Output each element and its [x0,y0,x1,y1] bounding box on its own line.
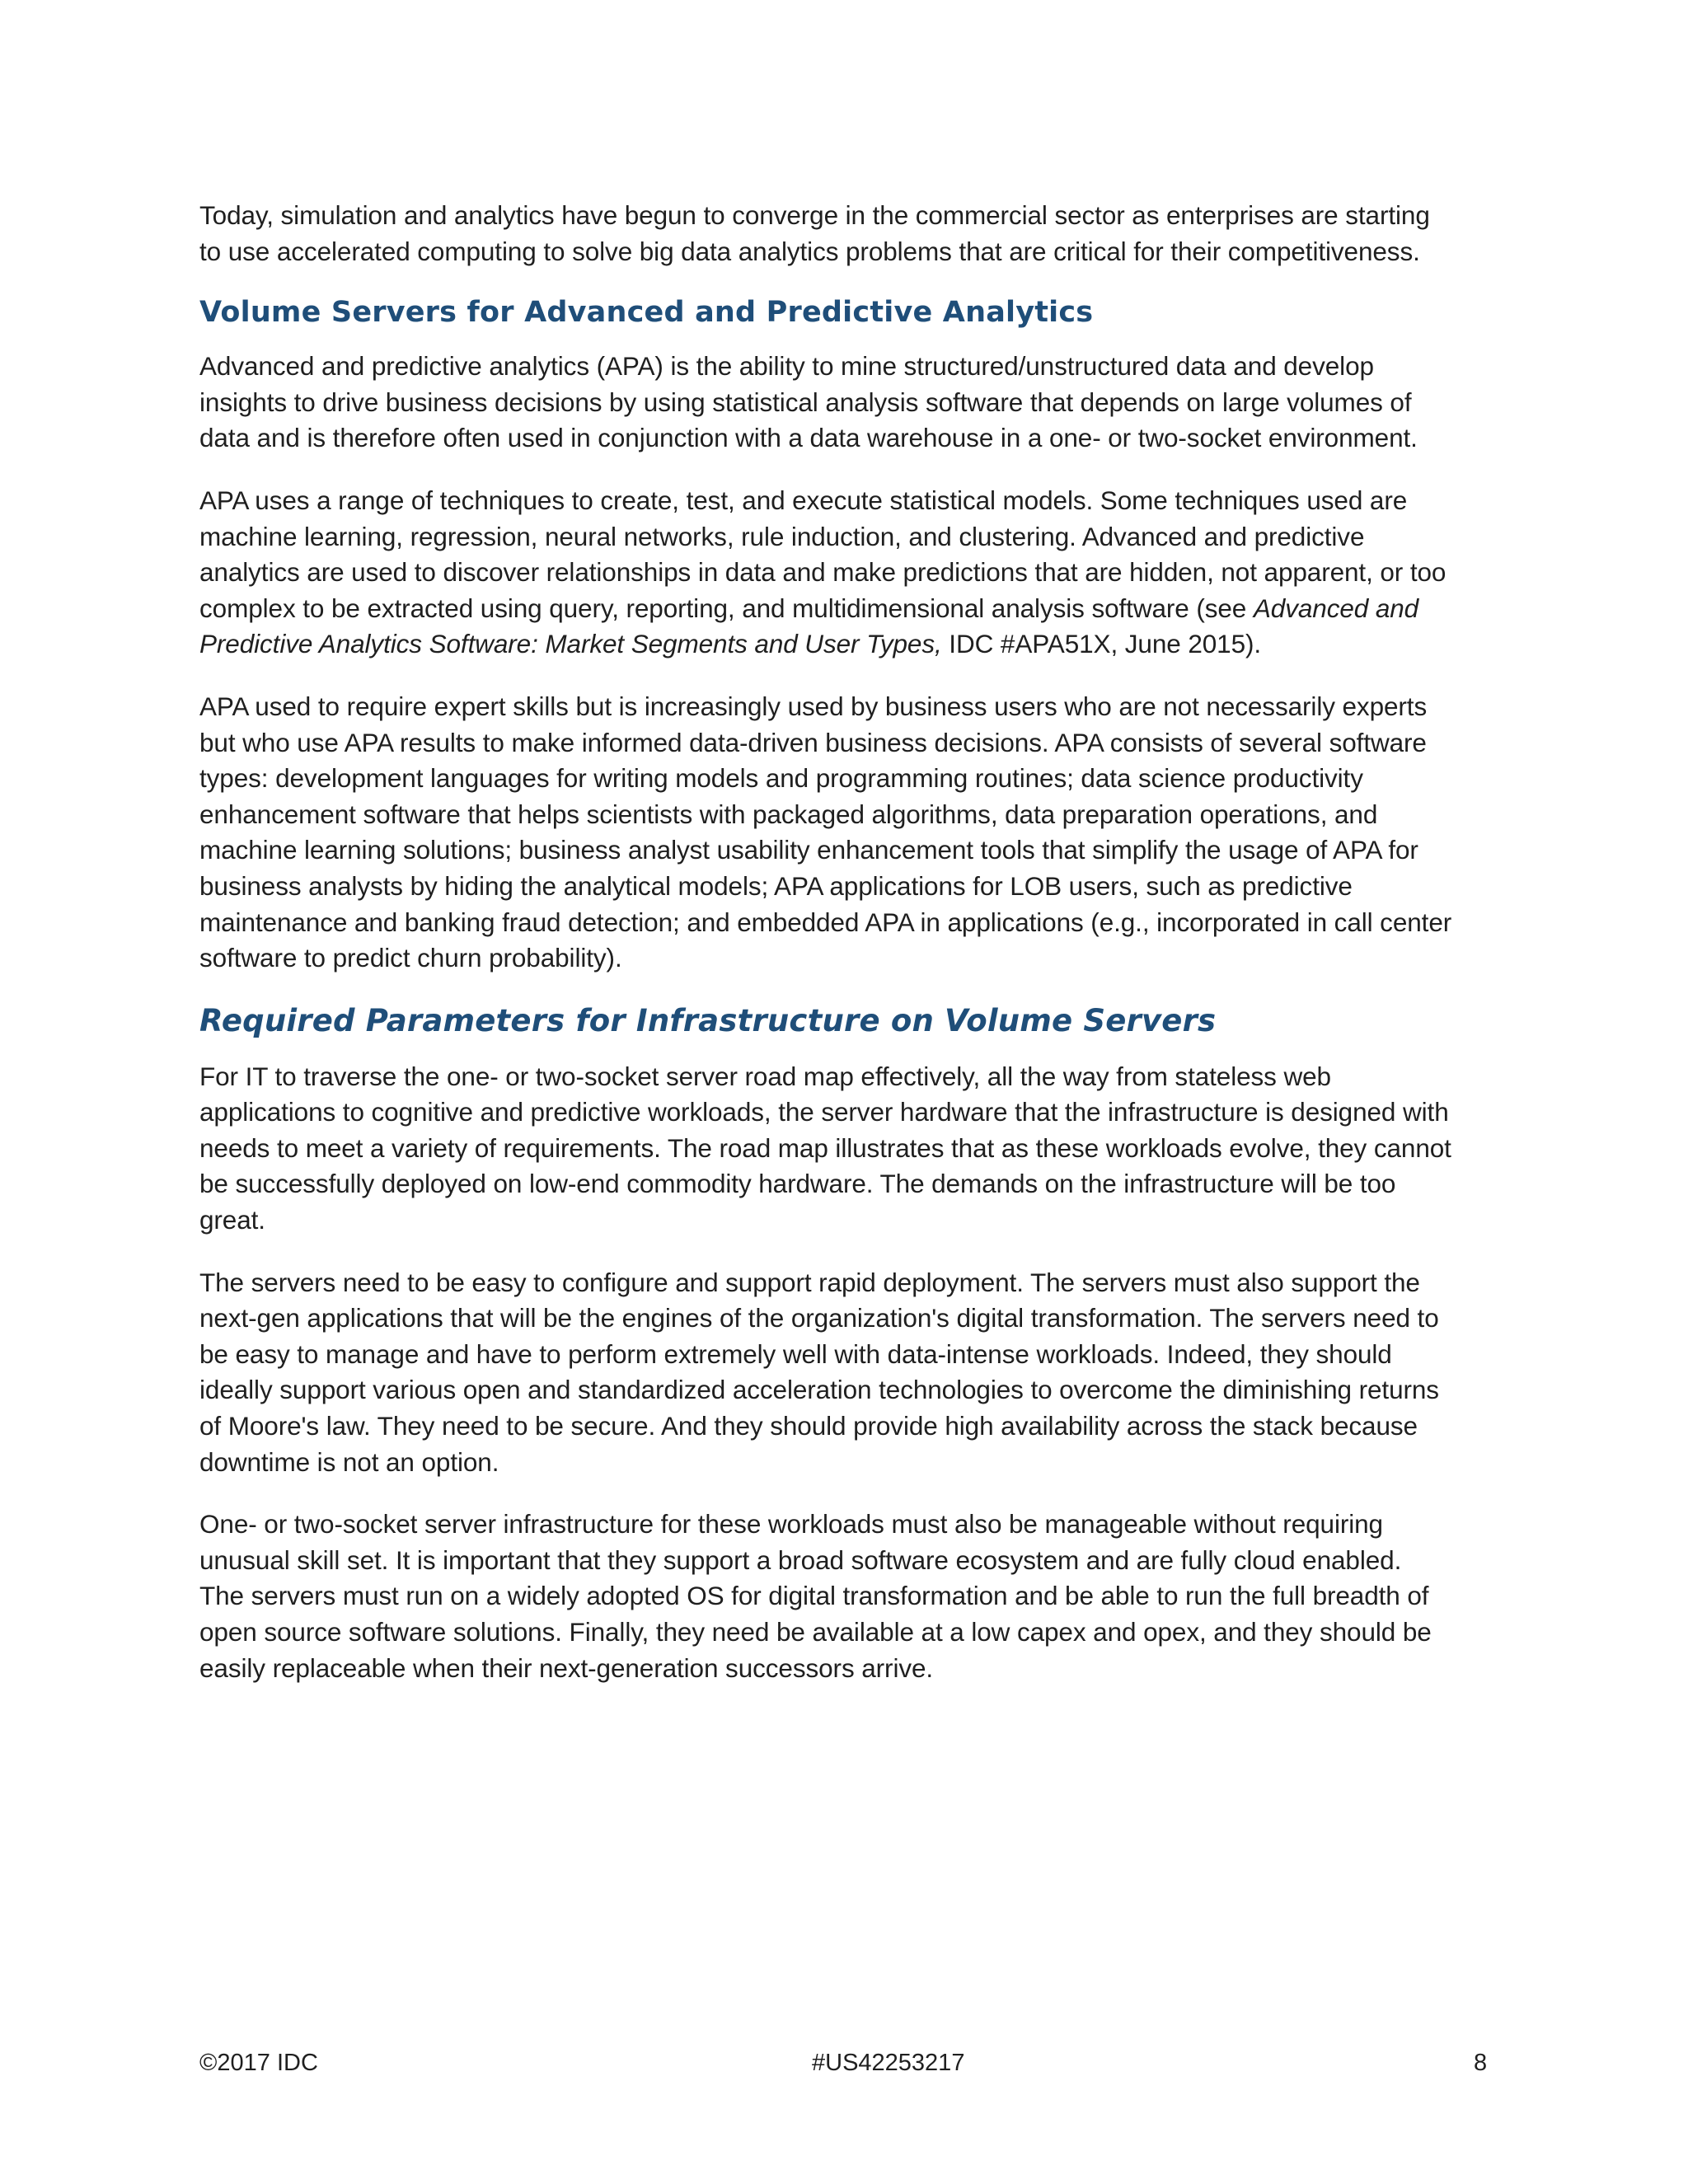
servers-needs-paragraph: The servers need to be easy to configure and support rapid deployment. The servers must also support the next-gen applications that will be the engines of the organization's digital transformation. The servers need to be easy to manage and have to perform extremely well with data-intense workloads. Indeed, they should ideally support various open and standardized acceleration technologies to overcome the diminishing returns of Moore's law. They need to be secure. And they should provide high availability across the stack because downtime is not an option. [199,1267,1439,1477]
section-heading-required-parameters: Required Parameters for Infrastructure on Volume Servers [199,1002,1217,1038]
apa-techniques-paragraph [199,483,1452,663]
footer-copyright: ©2017 IDC [199,2050,318,2076]
footer-page-number: 8 [1474,2050,1488,2076]
intro-paragraph: Today, simulation and analytics have begun to converge in the commercial sector as enterprises are starting to use accelerated computing to solve big data analytics problems that are critical for their competitiveness. [199,200,1430,266]
page-content [199,198,1452,1713]
apa-users-paragraph: APA used to require expert skills but is increasingly used by business users who are not necessarily experts but who use APA results to make informed data-driven business decisions. APA consists of several software types: development languages for writing models and programming routines; data science productivity enhancement software that helps scientists with packaged algorithms, data preparation operations, and machine learning solutions; business analyst usability enhancement tools that simplify the usage of APA for business analysts by hiding the analytical models; APA applications for LOB users, such as predictive maintenance and banking fraud detection; and embedded APA in applications (e.g., incorporated in call center software to predict churn probability). [199,691,1452,973]
section-heading-volume-servers: Volume Servers for Advanced and Predictive Analytics [199,296,1094,330]
apa-techniques-text: APA uses a range of techniques to create, test, and execute statistical models. Some techniques used are machine learning, regression, neural networks, rule induction, and clustering. Advanced and predictive analytics are used to discover relationships in data and make predictions that are hidden, not apparent, or too complex to be extracted using query, reporting, and multidimensional analysis software (see [199,485,1447,623]
roadmap-paragraph: For IT to traverse the one- or two-socket server road map effectively, all the way from stateless web applications to cognitive and predictive workloads, the server hardware that the infrastructure is designed with needs to meet a variety of requirements. The road map illustrates that as these workloads evolve, they cannot be successfully deployed on low-end commodity hardware. The demands on the infrastructure will be too great. [199,1061,1451,1235]
apa-definition-paragraph: Advanced and predictive analytics (APA) is the ability to mine structured/unstructured data and develop insights to drive business decisions by using statistical analysis software that depends on large volumes of data and is therefore often used in conjunction with a data warehouse in a one- or two-socket environment. [199,351,1418,453]
manageable-paragraph: One- or two-socket server infrastructure for these workloads must also be manageable without requiring unusual skill set. It is important that they support a broad software ecosystem and are fully cloud enabled. The servers must run on a widely adopted OS for digital transformation and be able to run the full breadth of open source software solutions. Finally, they need be available at a low capex and opex, and they should be easily replaceable when their next-generation successors arrive. [199,1509,1432,1683]
apa-reference-tail: IDC #APA51X, June 2015). [941,629,1262,659]
footer-document-id: #US42253217 [812,2050,965,2076]
apa-reference-title: Advanced and Predictive Analytics Software: Market Segments and User Types, [199,593,1419,659]
